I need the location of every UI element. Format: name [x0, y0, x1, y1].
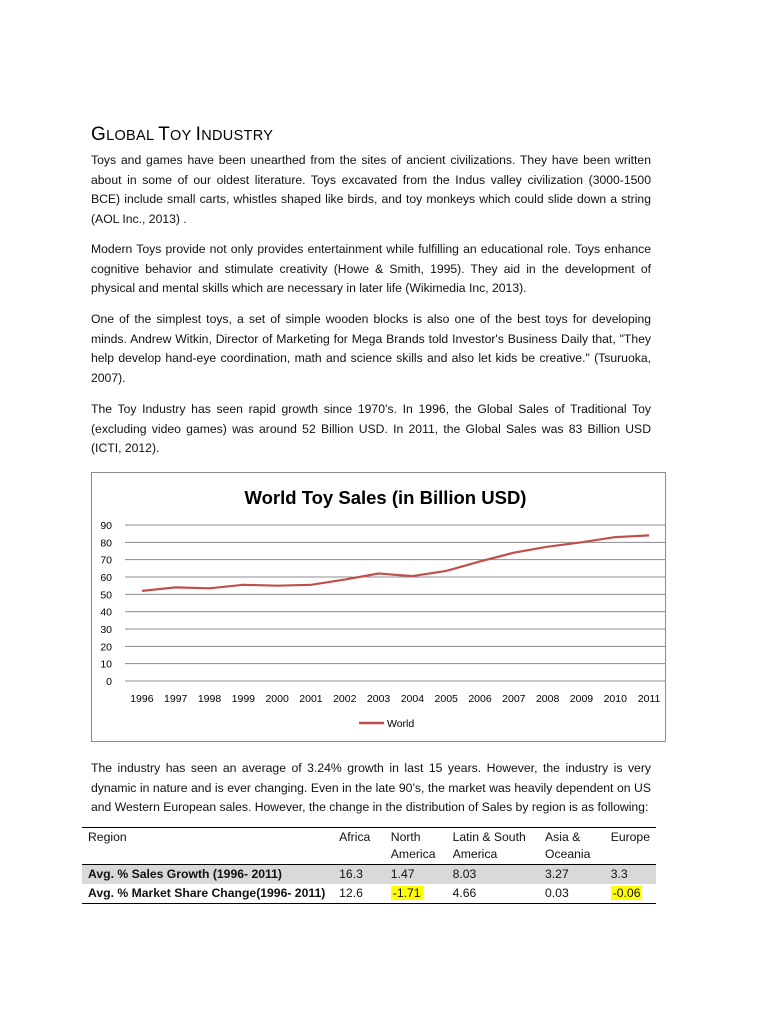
chart-svg	[92, 473, 667, 743]
table-cell: 1.47	[385, 865, 447, 885]
y-tick-label: 0	[106, 676, 112, 688]
y-tick-label: 40	[100, 606, 112, 619]
table-row	[82, 865, 656, 885]
y-tick-label: 50	[100, 589, 112, 602]
table-cell	[605, 884, 656, 904]
paragraph-regional-distribution: The industry has seen an average of 3.24% growth in last 15 years. However, the industry is very dynamic in nature and is ever changing. Even in the late 90’s, the market was heavily dependent on US and Western European sales. However, the change in the distribution of Sales by region is as following:	[91, 761, 651, 815]
table-cell: 8.03	[447, 865, 539, 885]
x-tick-label: 2009	[569, 693, 594, 705]
row-label: Avg. % Market Share Change(1996- 2011)	[82, 884, 333, 904]
page-title: GLOBAL TOY INDUSTRY	[91, 124, 274, 145]
y-tick-label: 80	[100, 537, 112, 550]
series-line-world	[142, 535, 649, 591]
x-tick-label: 2008	[535, 693, 560, 705]
x-tick-label: 2011	[637, 693, 661, 705]
header-north-america: North America	[385, 828, 447, 865]
paragraph-modern-toys: Modern Toys provide not only provides entertainment while fulfilling an educational role. Toys enhance cognitive behavior and stimulate creativity (Howe & Smith, 1995). They aid in the development of physical and mental skills which are necessary in later life (Wikimedia Inc, 2013).	[91, 242, 651, 296]
table-cell: 3.27	[539, 865, 605, 885]
y-tick-label: 70	[100, 554, 112, 567]
x-tick-label: 2007	[502, 693, 526, 705]
paragraph-wooden-blocks: One of the simplest toys, a set of simple wooden blocks is also one of the best toys for developing minds. Andrew Witkin, Director of Marketing for Mega Brands told Investor's Business Daily that, "They help develop hand-eye coordination, math and science skills and also let kids be creative." (Tsuruoka, 2007).	[91, 312, 651, 385]
x-tick-label: 2005	[434, 693, 458, 705]
table-cell: 0.03	[539, 884, 605, 904]
table-cell	[385, 884, 447, 904]
x-tick-label: 2010	[603, 693, 627, 705]
paragraph-industry-growth: The Toy Industry has seen rapid growth since 1970’s. In 1996, the Global Sales of Traditional Toy (excluding video games) was around 52 Billion USD. In 2011, the Global Sales was 83 Billion USD (ICTI, 2012).	[91, 402, 651, 456]
x-tick-label: 2002	[333, 693, 357, 705]
y-tick-label: 30	[100, 624, 112, 636]
header-latin-south-america: Latin & South America	[447, 828, 539, 865]
table-cell: 3.3	[605, 865, 656, 885]
table-cell: 12.6	[333, 884, 385, 904]
x-tick-label: 1997	[164, 693, 188, 705]
y-tick-label: 20	[100, 641, 112, 654]
header-europe: Europe	[605, 828, 656, 865]
x-tick-label: 2001	[299, 693, 323, 705]
y-tick-label: 10	[100, 658, 112, 671]
x-tick-label: 1998	[197, 693, 222, 705]
legend-label-world: World	[387, 718, 415, 730]
row-label: Avg. % Sales Growth (1996- 2011)	[82, 865, 333, 885]
highlighted-value: -0.06	[612, 886, 641, 900]
table-cell: 16.3	[333, 865, 385, 885]
x-tick-label: 2006	[468, 693, 492, 705]
header-asia-oceania: Asia & Oceania	[539, 828, 605, 865]
header-region: Region	[82, 828, 333, 865]
y-tick-label: 60	[100, 572, 112, 584]
x-tick-label: 2004	[400, 693, 425, 705]
y-tick-label: 90	[100, 520, 112, 532]
highlighted-value: -1.71	[392, 886, 421, 900]
chart-title: World Toy Sales (in Billion USD)	[244, 487, 527, 508]
x-tick-label: 1999	[231, 693, 256, 705]
table-row	[82, 884, 656, 904]
x-tick-label: 2000	[265, 693, 289, 705]
world-toy-sales-chart	[91, 472, 666, 742]
x-tick-label: 2003	[366, 693, 391, 705]
header-africa: Africa	[333, 828, 385, 865]
table-cell: 4.66	[447, 884, 539, 904]
table-header-row	[82, 828, 656, 865]
regional-sales-table	[82, 827, 656, 904]
x-tick-label: 1996	[130, 693, 154, 705]
paragraph-history: Toys and games have been unearthed from the sites of ancient civilizations. They have been written about in some of our oldest literature. Toys excavated from the Indus valley civilization (3000-1500 BCE) include small carts, whistles shaped like birds, and toy monkeys which could slide down a string (AOL Inc., 2013) .	[91, 153, 651, 226]
